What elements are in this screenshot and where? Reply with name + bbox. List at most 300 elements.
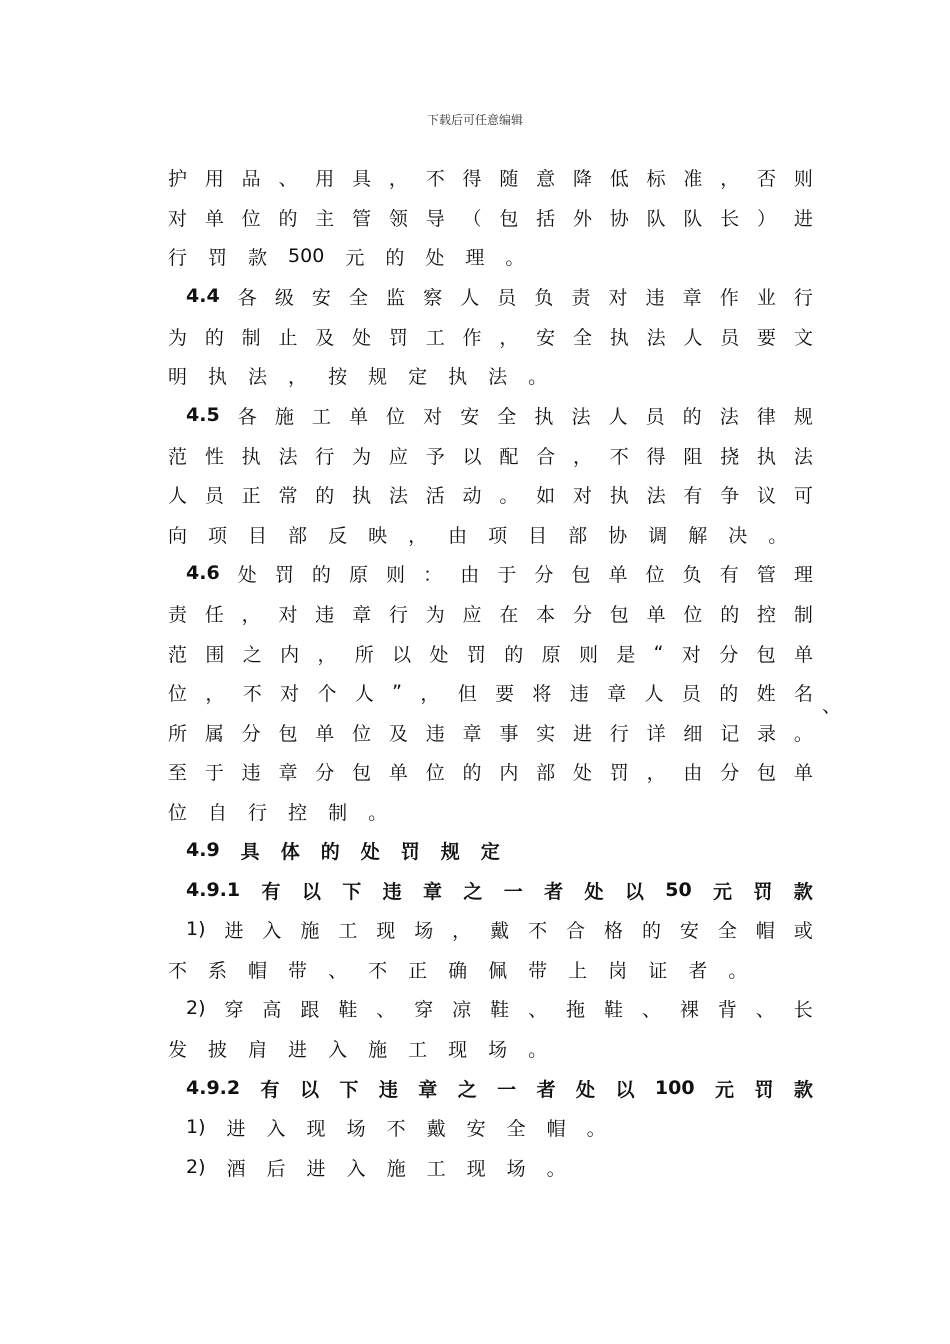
text-token: 不	[386, 1117, 406, 1140]
text-token: 包	[499, 207, 519, 230]
text-token: 安	[460, 405, 480, 428]
text-token: 对	[280, 682, 300, 705]
text-token: 文	[793, 326, 813, 349]
text-token: 得	[462, 167, 482, 190]
text-token: 及	[388, 722, 408, 745]
text-token: 要	[757, 326, 777, 349]
text-token: 如	[536, 484, 556, 507]
text-token: 系	[208, 959, 228, 982]
text-token: 记	[720, 722, 740, 745]
text-token: 所	[354, 643, 374, 666]
text-token: 鞋	[603, 998, 623, 1021]
text-token: 的	[719, 682, 739, 705]
text-token: 鞋	[490, 998, 510, 1021]
text-token: 违	[569, 682, 589, 705]
text-token: 定	[480, 840, 500, 863]
text-token: 但	[457, 682, 477, 705]
text-token: 负	[682, 563, 702, 586]
text-token: 位	[683, 603, 703, 626]
text-token: 的	[682, 405, 702, 428]
text-token: 后	[266, 1157, 286, 1180]
text-token: 章	[278, 761, 298, 784]
text-token: 包	[571, 563, 591, 586]
text-token: 上	[568, 959, 588, 982]
text-token: 。	[586, 1117, 606, 1140]
text-token: 括	[536, 207, 556, 230]
text-token: 行	[609, 722, 629, 745]
text-token: 由	[460, 563, 480, 586]
text-token: 、	[755, 998, 775, 1021]
text-token: 穿	[224, 998, 244, 1021]
text-token: 分	[572, 603, 592, 626]
text-token: 员	[204, 484, 224, 507]
text-token: 戴	[490, 919, 510, 942]
text-token: 制	[241, 326, 261, 349]
text-token: 法	[646, 484, 666, 507]
text-token: 下	[339, 1078, 359, 1101]
text-token: 4.6	[186, 562, 220, 584]
text-token: 执	[352, 484, 372, 507]
text-token: 有	[683, 484, 703, 507]
text-token: 单	[204, 207, 224, 230]
text-token: 违	[425, 722, 445, 745]
text-line	[168, 519, 813, 549]
text-token: 、	[641, 998, 661, 1021]
text-line	[186, 281, 813, 311]
text-token: 以	[301, 880, 321, 903]
text-token: 。	[528, 1038, 548, 1061]
text-token: 处	[237, 563, 257, 586]
text-token: 否	[757, 167, 777, 190]
text-token: 员	[681, 682, 701, 705]
text-token: 。	[505, 246, 525, 269]
text-token: 项	[208, 524, 228, 547]
text-token: 是	[616, 643, 636, 666]
text-token: ，	[720, 167, 740, 190]
text-token: 罚	[609, 761, 629, 784]
text-token: 属	[204, 722, 224, 745]
text-token: 有	[261, 880, 281, 903]
text-token: 法	[571, 405, 591, 428]
text-token: 对	[572, 484, 592, 507]
text-token: 行	[315, 445, 335, 468]
text-token: 帽	[248, 959, 268, 982]
text-token: 罚	[274, 563, 294, 586]
text-token: 背	[717, 998, 737, 1021]
text-token: 确	[448, 959, 468, 982]
text-token: 作	[462, 326, 482, 349]
text-token: 可	[793, 484, 813, 507]
text-token: 执	[609, 326, 629, 349]
text-token: 、	[528, 998, 548, 1021]
text-token: 协	[608, 524, 628, 547]
text-token: 执	[609, 484, 629, 507]
text-token: 行	[248, 801, 268, 824]
text-token: 4.5	[186, 404, 220, 426]
text-token: 、	[376, 998, 396, 1021]
text-token: 导	[425, 207, 445, 230]
text-token: 责	[571, 286, 591, 309]
text-token: 议	[757, 484, 777, 507]
text-token: 施	[386, 1157, 406, 1180]
text-token: 员	[645, 405, 665, 428]
text-token: 队	[683, 207, 703, 230]
text-token: 肩	[248, 1038, 268, 1061]
text-token: 2)	[186, 1156, 206, 1178]
text-token: 发	[168, 1038, 188, 1061]
text-line	[168, 638, 813, 668]
text-token: 责	[168, 603, 188, 626]
text-token: 录	[757, 722, 777, 745]
text-token: 执	[208, 365, 228, 388]
text-token: 罚	[754, 1078, 774, 1101]
text-token: 包	[609, 603, 629, 626]
text-token: 原	[541, 643, 561, 666]
text-token: 队	[646, 207, 666, 230]
text-token: 包	[757, 761, 777, 784]
text-token: 进	[224, 919, 244, 942]
text-token: 单	[348, 405, 368, 428]
text-token: 法	[248, 365, 268, 388]
text-token: 合	[566, 919, 586, 942]
text-token: 内	[499, 761, 519, 784]
text-token: 作	[719, 286, 739, 309]
text-token: 拖	[566, 998, 586, 1021]
text-token: 品	[241, 167, 261, 190]
text-line	[186, 914, 813, 944]
text-token: 制	[328, 801, 348, 824]
text-token: 以	[615, 1078, 635, 1101]
text-token: 处	[572, 761, 592, 784]
text-token: 位	[645, 563, 665, 586]
text-token: 的	[278, 207, 298, 230]
text-token: 向	[168, 524, 188, 547]
text-token: 违	[645, 286, 665, 309]
text-token: 名	[793, 682, 813, 705]
text-token: 部	[536, 761, 556, 784]
text-token: 细	[683, 722, 703, 745]
text-line	[168, 1033, 813, 1063]
text-token: 岗	[608, 959, 628, 982]
text-token: 行	[168, 246, 188, 269]
text-line	[168, 162, 813, 192]
text-token: 止	[278, 326, 298, 349]
text-token: 酒	[226, 1157, 246, 1180]
text-token: 戴	[426, 1117, 446, 1140]
text-token: 处	[360, 840, 380, 863]
text-token: 安	[466, 1117, 486, 1140]
text-token: 违	[315, 603, 335, 626]
text-token: 规	[368, 365, 388, 388]
text-token: 下	[342, 880, 362, 903]
text-token: 法	[646, 326, 666, 349]
text-token: 分	[720, 761, 740, 784]
text-token: 规	[793, 405, 813, 428]
text-token: 全	[717, 919, 737, 942]
text-token: 理	[793, 563, 813, 586]
text-line	[168, 440, 813, 470]
text-token: 的	[385, 246, 405, 269]
text-token: 施	[300, 919, 320, 942]
text-token: 现	[376, 919, 396, 942]
text-token: 控	[288, 801, 308, 824]
text-token: 处	[584, 880, 604, 903]
text-token: 施	[368, 1038, 388, 1061]
overflow-punctuation: 、	[822, 695, 842, 717]
text-token: 单	[793, 643, 813, 666]
text-token: 控	[757, 603, 777, 626]
text-token: ）	[757, 207, 777, 230]
text-token: 的	[320, 840, 340, 863]
text-token: 及	[315, 326, 335, 349]
text-token: 体	[280, 840, 300, 863]
text-token: 于	[497, 563, 517, 586]
text-token: 包	[352, 761, 372, 784]
text-token: 业	[756, 286, 776, 309]
text-token: 进	[572, 722, 592, 745]
text-token: 单	[646, 603, 666, 626]
text-token: 的	[315, 484, 335, 507]
text-token: 工	[311, 405, 331, 428]
text-token: 、	[328, 959, 348, 982]
text-line	[168, 202, 813, 232]
text-token: 领	[388, 207, 408, 230]
text-token: 人	[683, 326, 703, 349]
text-token: ：	[423, 563, 443, 586]
text-token: 工	[426, 1157, 446, 1180]
text-token: 的	[641, 919, 661, 942]
text-token: 100	[654, 1077, 695, 1099]
text-token: 法	[719, 405, 739, 428]
text-token: 佩	[488, 959, 508, 982]
text-token: 安	[311, 286, 331, 309]
text-token: 全	[497, 405, 517, 428]
text-token: 规	[440, 840, 460, 863]
text-token: 者	[544, 880, 564, 903]
text-token: 自	[208, 801, 228, 824]
text-token: 处	[425, 246, 445, 269]
text-token: 全	[572, 326, 592, 349]
text-token: 在	[499, 603, 519, 626]
text-line	[168, 598, 813, 628]
text-token: 帽	[755, 919, 775, 942]
text-token: 执	[448, 365, 468, 388]
text-token: ，	[388, 167, 408, 190]
text-line	[186, 558, 813, 588]
text-token: “	[653, 642, 664, 664]
text-token: 至	[168, 761, 188, 784]
text-token: ，	[205, 682, 225, 705]
text-token: 现	[448, 1038, 468, 1061]
text-token: 的	[504, 643, 524, 666]
text-token: 4.9.1	[186, 879, 241, 901]
text-token: 低	[609, 167, 629, 190]
text-token: 单	[315, 722, 335, 745]
text-token: 者	[536, 1078, 556, 1101]
text-token: 凉	[452, 998, 472, 1021]
text-token: 得	[646, 445, 666, 468]
text-token: 制	[793, 603, 813, 626]
text-token: ，	[288, 365, 308, 388]
text-token: 解	[688, 524, 708, 547]
text-token: 由	[448, 524, 468, 547]
text-token: 则	[386, 563, 406, 586]
text-token: 阻	[683, 445, 703, 468]
text-token: 。	[793, 722, 813, 745]
text-token: 。	[768, 524, 788, 547]
text-token: 应	[462, 603, 482, 626]
text-token: 理	[465, 246, 485, 269]
text-token: 事	[499, 722, 519, 745]
text-token: 违	[378, 1078, 398, 1101]
text-token: 处	[429, 643, 449, 666]
text-token: （	[462, 207, 482, 230]
text-token: 为	[352, 445, 372, 468]
text-token: 位	[386, 405, 406, 428]
text-token: 工	[408, 1038, 428, 1061]
text-line	[186, 993, 813, 1023]
text-token: 常	[278, 484, 298, 507]
text-line	[186, 400, 813, 430]
text-token: 原	[348, 563, 368, 586]
text-token: 罚	[388, 326, 408, 349]
text-token: 者	[688, 959, 708, 982]
text-token: 人	[354, 682, 374, 705]
text-token: 要	[495, 682, 515, 705]
text-token: 准	[683, 167, 703, 190]
text-token: 分	[534, 563, 554, 586]
text-token: 单	[793, 761, 813, 784]
text-token: 护	[168, 167, 188, 190]
text-token: 裸	[679, 998, 699, 1021]
text-line	[168, 241, 813, 271]
text-token: 入	[266, 1117, 286, 1140]
text-token: 挠	[720, 445, 740, 468]
text-token: 位	[168, 682, 188, 705]
text-line	[186, 1152, 813, 1182]
text-token: 员	[497, 286, 517, 309]
text-token: 款	[793, 1078, 813, 1101]
text-token: 500	[288, 245, 325, 267]
text-token: 安	[536, 326, 556, 349]
text-token: 对	[423, 405, 443, 428]
text-token: 处	[576, 1078, 596, 1101]
text-token: 部	[288, 524, 308, 547]
text-token: 位	[352, 722, 372, 745]
text-token: 将	[532, 682, 552, 705]
text-token: 协	[609, 207, 629, 230]
text-token: 一	[497, 1078, 517, 1101]
text-token: 一	[503, 880, 523, 903]
text-token: 的	[204, 326, 224, 349]
text-token: 内	[280, 643, 300, 666]
text-token: 处	[352, 326, 372, 349]
text-token: 人	[168, 484, 188, 507]
text-token: 级	[274, 286, 294, 309]
text-token: 进	[288, 1038, 308, 1061]
text-token: 以	[462, 445, 482, 468]
text-token: 罚	[208, 246, 228, 269]
text-token: 为	[168, 326, 188, 349]
text-token: 行	[388, 603, 408, 626]
text-token: 包	[278, 722, 298, 745]
text-token: 动	[462, 484, 482, 507]
text-token: ，	[317, 643, 337, 666]
text-token: 法	[388, 484, 408, 507]
text-token: 场	[346, 1117, 366, 1140]
text-token: 项	[488, 524, 508, 547]
text-line	[186, 1112, 813, 1142]
text-token: 各	[237, 405, 257, 428]
text-token: 单	[608, 563, 628, 586]
text-token: 应	[388, 445, 408, 468]
text-token: 全	[506, 1117, 526, 1140]
text-token: 个	[317, 682, 337, 705]
text-token: 于	[204, 761, 224, 784]
text-token: 1)	[186, 918, 206, 940]
text-token: ”	[392, 681, 402, 703]
text-token: ，	[646, 761, 666, 784]
text-token: 决	[728, 524, 748, 547]
text-token: 围	[205, 643, 225, 666]
text-token: 合	[536, 445, 556, 468]
text-token: 执	[534, 405, 554, 428]
text-token: 性	[204, 445, 224, 468]
text-token: 之	[463, 880, 483, 903]
text-token: 姓	[756, 682, 776, 705]
text-token: 违	[241, 761, 261, 784]
text-token: 。	[546, 1157, 566, 1180]
text-line	[168, 717, 813, 747]
text-token: 款	[793, 880, 813, 903]
text-token: 对	[168, 207, 188, 230]
text-token: 入	[262, 919, 282, 942]
text-token: 明	[168, 365, 188, 388]
text-token: 元	[345, 246, 365, 269]
text-token: 场	[506, 1157, 526, 1180]
text-token: 罚	[466, 643, 486, 666]
text-token: 对	[608, 286, 628, 309]
text-token: 人	[460, 286, 480, 309]
text-token: 4.9.2	[186, 1077, 241, 1099]
text-token: 详	[646, 722, 666, 745]
text-token: 长	[793, 998, 813, 1021]
text-token: 调	[648, 524, 668, 547]
text-token: 之	[457, 1078, 477, 1101]
text-line	[168, 796, 813, 826]
text-token: 高	[262, 998, 282, 1021]
text-token: 标	[646, 167, 666, 190]
text-token: 本	[536, 603, 556, 626]
text-token: 工	[425, 326, 445, 349]
text-token: 进	[306, 1157, 326, 1180]
text-token: 。	[728, 959, 748, 982]
text-token: 以	[299, 1078, 319, 1101]
text-token: 披	[208, 1038, 228, 1061]
text-token: 则	[793, 167, 813, 190]
text-token: 全	[348, 286, 368, 309]
text-token: 任	[204, 603, 224, 626]
text-token: 罚	[400, 840, 420, 863]
text-token: 或	[793, 919, 813, 942]
text-line	[186, 875, 813, 905]
text-token: 鞋	[338, 998, 358, 1021]
text-line	[186, 835, 813, 865]
text-token: 范	[168, 445, 188, 468]
text-token: 以	[392, 643, 412, 666]
text-token: 为	[425, 603, 445, 626]
text-token: 2)	[186, 997, 206, 1019]
